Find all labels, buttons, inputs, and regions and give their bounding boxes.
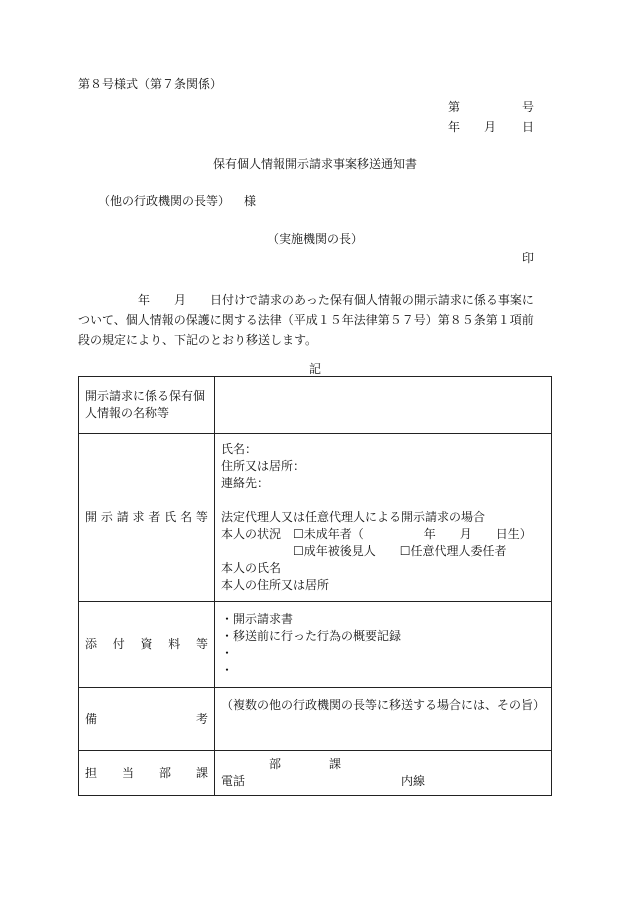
label-char: 者 bbox=[148, 510, 161, 524]
sender: （実施機関の長） bbox=[266, 232, 363, 246]
addressee-honorific: 様 bbox=[244, 194, 257, 208]
label-char: 担 bbox=[85, 765, 98, 780]
table-row bbox=[79, 602, 552, 688]
addressee-name: （他の行政機関の長等） bbox=[98, 194, 231, 208]
label-char: 等 bbox=[195, 510, 208, 524]
addressee bbox=[98, 195, 256, 207]
body-line-2: ついて、個人情報の保護に関する法律（平成１５年法律第５７号）第８５条第１項前 bbox=[78, 313, 534, 327]
dept-line: 部 課 bbox=[221, 757, 342, 771]
remarks-note: （複数の他の行政機関の長等に移送する場合には、その旨） bbox=[221, 697, 546, 712]
table-row bbox=[79, 751, 552, 796]
remarks-value[interactable] bbox=[215, 688, 552, 751]
document-title: 保有個人情報開示請求事案移送通知書 bbox=[212, 157, 417, 171]
attachments-label-text bbox=[85, 636, 208, 653]
requester-name: 氏名： bbox=[221, 442, 258, 456]
spacer bbox=[221, 492, 545, 509]
label-char: 開 bbox=[85, 510, 98, 524]
label-char: 請 bbox=[116, 510, 129, 524]
table-row bbox=[79, 688, 552, 751]
attachment-item: ・ bbox=[221, 645, 234, 660]
label-char: 考 bbox=[195, 711, 208, 726]
attachment-item: ・ bbox=[221, 662, 234, 677]
number-suffix: 号 bbox=[521, 100, 534, 114]
ki-heading: 記 bbox=[308, 362, 321, 376]
proxy-heading: 法定代理人又は任意代理人による開示請求の場合 bbox=[221, 510, 486, 524]
requester-address: 住所又は居所： bbox=[221, 459, 306, 473]
info-name-value[interactable] bbox=[215, 377, 552, 434]
phone-line: 電話 内線 bbox=[221, 774, 426, 788]
label-char: 当 bbox=[121, 765, 134, 780]
remarks-label bbox=[79, 688, 215, 751]
label-char: 課 bbox=[195, 765, 208, 780]
label-char: 備 bbox=[85, 711, 98, 726]
label-char: 求 bbox=[132, 510, 145, 524]
attachment-item: ・開示請求書 bbox=[221, 611, 294, 626]
label-char: 資 bbox=[140, 637, 153, 651]
requester-label bbox=[79, 434, 215, 602]
seal-mark: 印 bbox=[521, 251, 534, 265]
person-address: 本人の住所又は居所 bbox=[221, 578, 330, 592]
person-status-guardian: ☐成年被後見人 ☐任意代理人委任者 bbox=[221, 544, 507, 558]
form-number: 第８号様式（第７条関係） bbox=[78, 77, 223, 91]
attachments-value[interactable] bbox=[215, 602, 552, 688]
requester-contact: 連絡先： bbox=[221, 476, 270, 490]
label-char: 氏 bbox=[164, 510, 177, 524]
label-char: 部 bbox=[158, 765, 171, 780]
date-year: 年 bbox=[448, 120, 461, 134]
requester-label-text bbox=[85, 509, 208, 526]
label-char: 添 bbox=[85, 637, 98, 651]
attachment-item: ・移送前に行った行為の概要記録 bbox=[221, 628, 402, 643]
person-name: 本人の氏名 bbox=[221, 561, 282, 575]
number-prefix: 第 bbox=[448, 100, 461, 114]
contact-dept-label-text bbox=[85, 765, 208, 782]
contact-dept-label bbox=[79, 751, 215, 796]
label-char: 等 bbox=[195, 637, 208, 651]
body-line-1: 年 月 日付けで請求のあった保有個人情報の開示請求に係る事案に bbox=[78, 293, 534, 307]
table-row bbox=[79, 434, 552, 602]
attachments-label bbox=[79, 602, 215, 688]
person-status-minor: 本人の状況 ☐未成年者（ 年 月 日生） bbox=[221, 527, 532, 541]
label-char: 料 bbox=[168, 637, 181, 651]
table-row bbox=[79, 377, 552, 434]
label-char: 付 bbox=[112, 637, 125, 651]
contact-dept-value[interactable] bbox=[215, 751, 552, 796]
date-month: 月 bbox=[484, 120, 497, 134]
info-name-label bbox=[79, 377, 215, 434]
label-char: 示 bbox=[100, 510, 113, 524]
body-line-3: 段の規定により、下記のとおり移送します。 bbox=[78, 333, 318, 347]
label-char: 名 bbox=[180, 510, 193, 524]
transfer-details-table bbox=[78, 376, 552, 796]
info-name-label-line-2: 人情報の名称等 bbox=[85, 406, 170, 420]
info-name-label-line-1: 開示請求に係る保有個 bbox=[85, 389, 206, 403]
requester-value[interactable] bbox=[215, 434, 552, 602]
date-day: 日 bbox=[521, 120, 534, 134]
notice-body bbox=[78, 290, 558, 350]
remarks-label-text bbox=[85, 711, 208, 728]
